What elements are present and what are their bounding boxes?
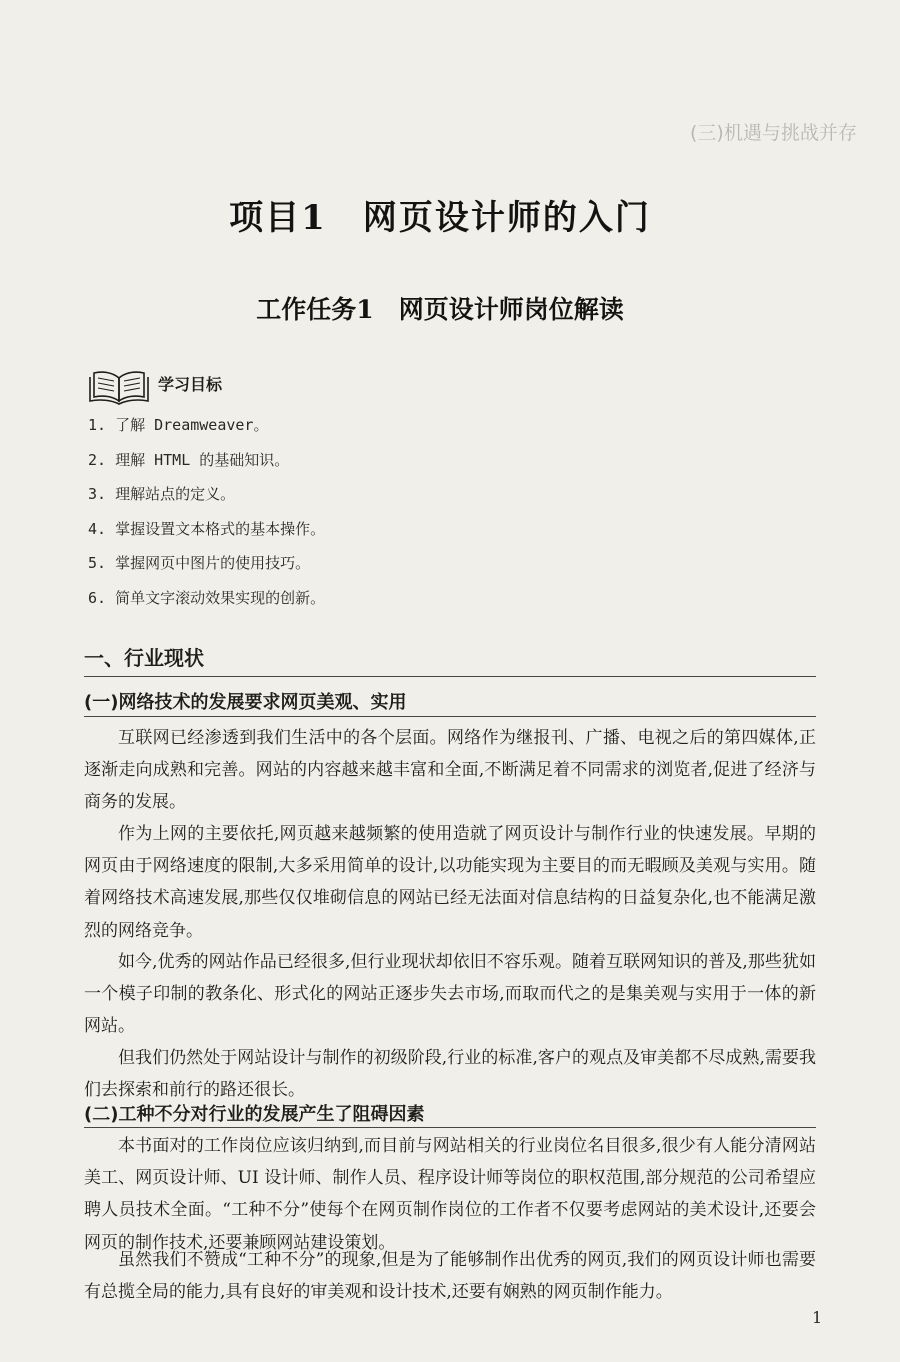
section-heading: 一、行业现状 [84, 646, 204, 670]
subsection-heading-1: (一)网络技术的发展要求网页美观、实用 [84, 692, 407, 713]
paragraph: 但我们仍然处于网站设计与制作的初级阶段,行业的标准,客户的观点及审美都不尽成熟,需要我们去探索和前行的路还很长。 [84, 1048, 816, 1101]
task-title: 工作任务1 网页设计师岗位解读 [256, 295, 624, 324]
goal-item: 3. 理解站点的定义。 [88, 485, 236, 503]
paragraph: 虽然我们不赞成“工种不分”的现象,但是为了能够制作出优秀的网页,我们的网页设计师也需要有总揽全局的能力,具有良好的审美观和设计技术,还要有娴熟的网页制作能力。 [84, 1250, 816, 1303]
open-book-icon [88, 366, 150, 406]
chapter-title: 项目1 网页设计师的入门 [229, 198, 651, 238]
paragraph: 互联网已经渗透到我们生活中的各个层面。网络作为继报刊、广播、电视之后的第四媒体,正逐渐走向成熟和完善。网站的内容越来越丰富和全面,不断满足着不同需求的浏览者,促进了经济与商务的发展。 [84, 728, 816, 813]
goal-item: 6. 简单文字滚动效果实现的创新。 [88, 588, 326, 607]
goal-item: 2. 理解 HTML 的基础知识。 [88, 450, 290, 469]
subsection-divider [84, 716, 816, 717]
subsection-heading-2: (二)工种不分对行业的发展产生了阻碍因素 [84, 1104, 425, 1125]
goal-item: 4. 掌握设置文本格式的基本操作。 [88, 519, 326, 538]
learning-goals-label: 学习目标 [158, 375, 223, 394]
subsection-divider [84, 1127, 816, 1128]
goal-item: 1. 了解 Dreamweaver。 [88, 416, 269, 434]
goal-item: 5. 掌握网页中图片的使用技巧。 [88, 554, 311, 572]
bleed-through-text: (三)机遇与挑战并存 [690, 122, 857, 144]
page-number: 1 [812, 1308, 823, 1327]
paragraph: 如今,优秀的网站作品已经很多,但行业现状却依旧不容乐观。随着互联网知识的普及,那些犹如一个模子印制的教条化、形式化的网站正逐步失去市场,而取而代之的是集美观与实用于一体的新网站。 [84, 952, 816, 1037]
section-divider [84, 676, 816, 677]
learning-goals-list [88, 412, 325, 619]
paragraph: 本书面对的工作岗位应该归纳到,而目前与网站相关的行业岗位名目很多,很少有人能分清网站美工、网页设计师、UI 设计师、制作人员、程序设计师等岗位的职权范围,部分规范的公司希望应聘人员技术全面。“工种不分”使每个在网页制作岗位的工作者不仅要考虑网站的美术设计,还要会网页的制作技术,还要兼顾网站建设策划。 [84, 1136, 816, 1253]
paragraph: 作为上网的主要依托,网页越来越频繁的使用造就了网页设计与制作行业的快速发展。早期的网页由于网络速度的限制,大多采用简单的设计,以功能实现为主要目的而无暇顾及美观与实用。随着网络技术高速发展,那些仅仅堆砌信息的网站已经无法面对信息结构的日益复杂化,也不能满足激烈的网络竞争。 [84, 824, 816, 941]
